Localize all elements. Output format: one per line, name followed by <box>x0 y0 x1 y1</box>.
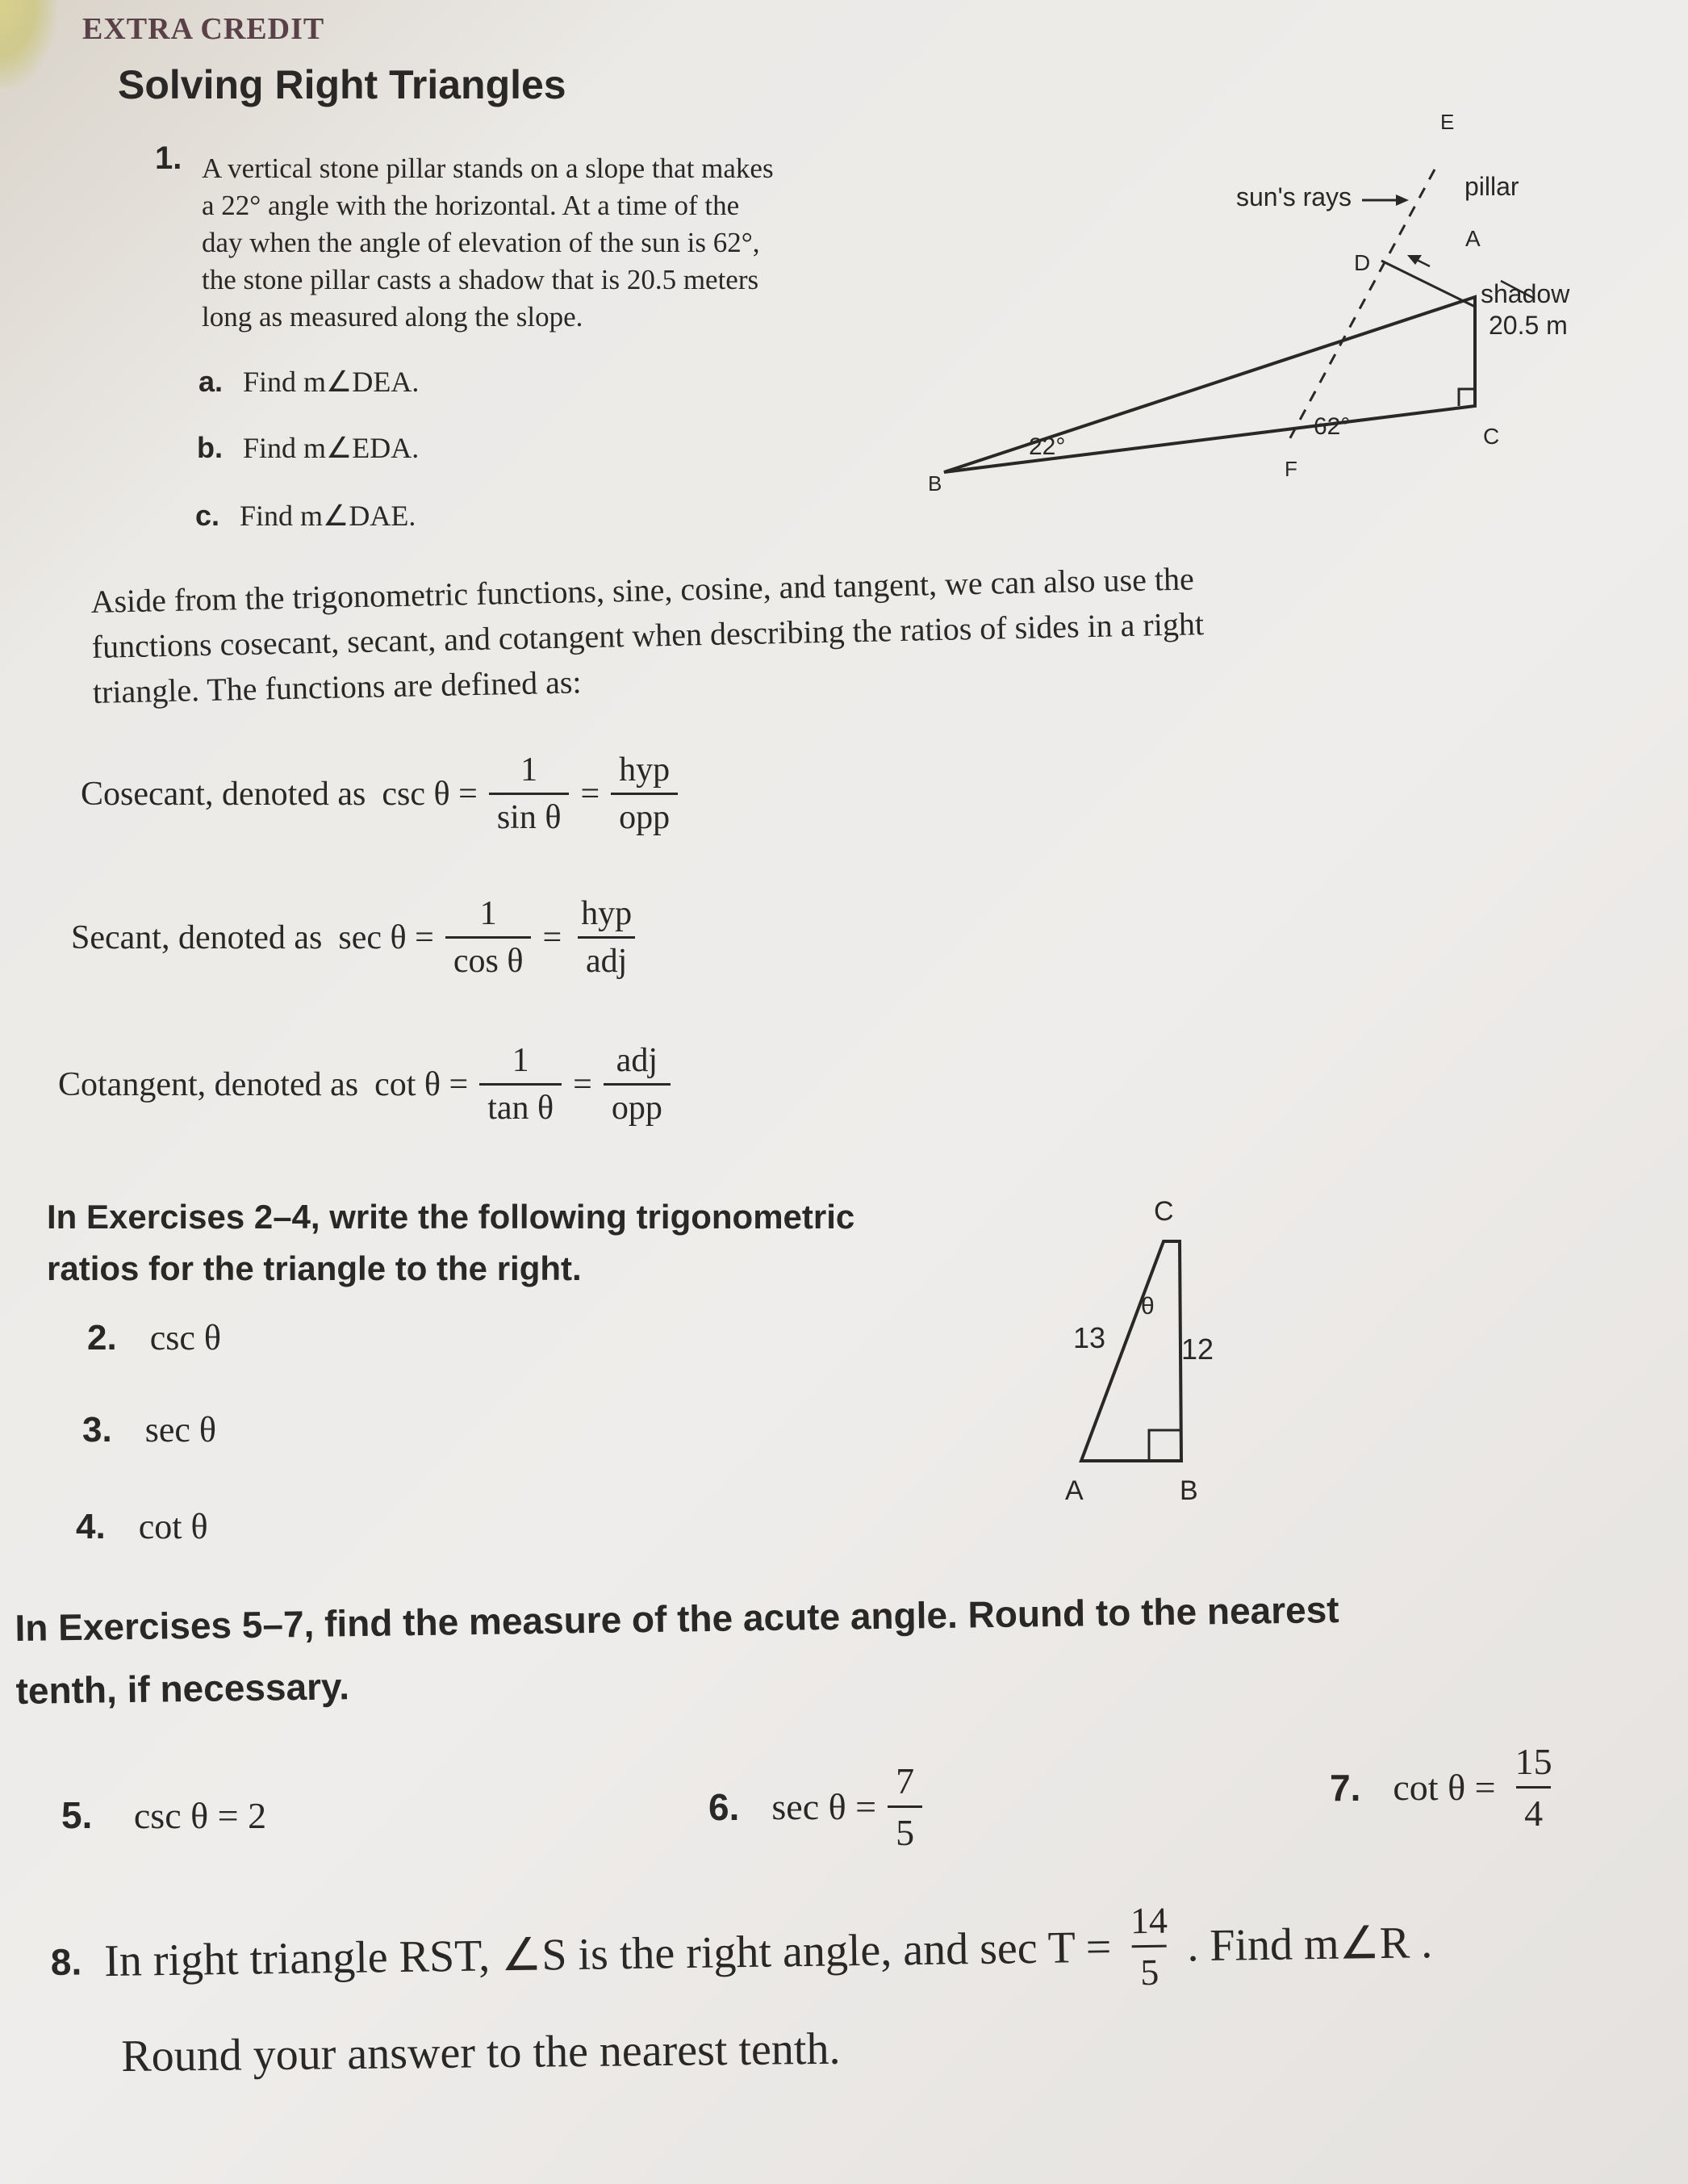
secant-definition: Secant, denoted as sec θ = $\frac{1}{\text{cos θ}}$ = hyp adj <box>71 894 651 981</box>
exercises-5-7-heading <box>15 1578 1340 1722</box>
definition-lead: Cosecant, denoted as <box>81 775 366 813</box>
triangle-abc-diagram <box>1049 1186 1259 1509</box>
exercise-number: 6. <box>708 1785 740 1828</box>
pillar-diagram <box>920 105 1630 525</box>
exercise-number: 3. <box>82 1410 112 1450</box>
exercise-7 <box>1330 1740 1572 1835</box>
exercise-8-line-2: Round your answer to the nearest tenth. <box>121 2023 841 2081</box>
exercise-5 <box>61 1793 266 1837</box>
exercise-number: 7. <box>1330 1766 1361 1809</box>
fraction-numerator: 14 <box>1130 1899 1168 1942</box>
label-theta: θ <box>1141 1293 1155 1320</box>
ratio-fraction <box>573 894 640 981</box>
intro-paragraph <box>90 556 1205 715</box>
heading-line: ratios for the triangle to the right. <box>47 1249 582 1287</box>
exercise-2 <box>87 1317 221 1358</box>
exercise-number: 5. <box>61 1794 93 1836</box>
cosecant-definition: Cosecant, denoted as csc θ = $\frac{1}{\text{sin θ}}$ = hyp opp <box>81 751 689 837</box>
label-b: B <box>1180 1475 1198 1506</box>
fraction-numerator: 1 <box>479 895 497 932</box>
exercise-expression: sec θ = <box>771 1786 877 1827</box>
heading-line: In Exercises 5–7, find the measure of the acute angle. Round to the nearest <box>15 1588 1339 1649</box>
slope-triangle <box>944 297 1475 472</box>
right-angle-mark <box>1149 1430 1181 1461</box>
exercise-text: . Find m∠R . <box>1186 1918 1433 1972</box>
fraction-denominator: adj <box>578 936 635 981</box>
problem-1-line: the stone pillar casts a shadow that is 20.5 meters <box>202 264 759 295</box>
label-f: F <box>1285 457 1297 481</box>
arrow-head-icon <box>1396 195 1409 206</box>
fraction-denominator: 5 <box>888 1805 922 1854</box>
exercise-expression: csc θ = 2 <box>133 1795 267 1836</box>
problem-1-line: day when the angle of elevation of the sun is 62°, <box>202 227 760 258</box>
fraction-numerator: adj <box>616 1042 658 1079</box>
fraction-numerator: 1 <box>512 1042 529 1079</box>
label-angle-62: 62° <box>1314 413 1351 440</box>
fraction-denominator: opp <box>611 793 678 837</box>
fraction-denominator: 4 <box>1516 1786 1551 1835</box>
exercise-number: 4. <box>76 1507 106 1546</box>
fraction-numerator: 7 <box>896 1760 915 1801</box>
intro-line: triangle. The functions are defined as: <box>92 663 582 710</box>
problem-1a <box>198 365 419 399</box>
label-c: C <box>1483 424 1500 449</box>
extra-credit-badge: EXTRA CREDIT <box>82 12 325 46</box>
definition-lead: Cotangent, denoted as <box>58 1065 359 1103</box>
heading-line: In Exercises 2–4, write the following trigonometric <box>47 1198 855 1236</box>
label-d: D <box>1354 250 1371 275</box>
fraction <box>1507 1740 1561 1835</box>
exercise-expression: cot θ <box>138 1507 208 1546</box>
definition-fn: sec θ = <box>338 918 434 956</box>
part-text: Find m∠EDA. <box>243 432 420 464</box>
fraction <box>1122 1899 1177 1994</box>
fraction-denominator: opp <box>604 1083 671 1128</box>
label-leg-12: 12 <box>1181 1333 1214 1366</box>
reciprocal-fraction <box>479 1041 562 1128</box>
right-angle-mark <box>1459 389 1475 406</box>
problem-1-line: long as measured along the slope. <box>202 301 583 333</box>
fraction-denominator: 5 <box>1132 1945 1168 1994</box>
page-title: Solving Right Triangles <box>118 62 566 107</box>
fraction-denominator: tan θ <box>479 1083 562 1128</box>
fraction-denominator: sin θ <box>489 793 570 837</box>
exercises-2-4-heading <box>47 1191 854 1295</box>
label-angle-22: 22° <box>1029 433 1066 460</box>
problem-1-number: 1. <box>155 140 182 176</box>
intro-line: functions cosecant, secant, and cotangent when describing the ratios of sides in a right <box>91 605 1205 665</box>
part-label: a. <box>198 365 224 398</box>
exercise-3 <box>82 1409 216 1450</box>
label-shadow: shadow <box>1481 279 1570 308</box>
label-c: C <box>1154 1196 1174 1227</box>
part-text: Find m∠DEA. <box>243 366 420 398</box>
label-a: A <box>1465 226 1481 251</box>
fraction-numerator: hyp <box>619 751 671 789</box>
shadow-segment <box>1381 261 1475 307</box>
part-label: c. <box>195 499 220 532</box>
fraction-numerator: 15 <box>1515 1741 1552 1782</box>
reciprocal-fraction <box>489 751 570 837</box>
fraction-numerator: 1 <box>520 751 538 789</box>
definition-fn: cot θ = <box>374 1065 469 1103</box>
exercise-number: 2. <box>87 1318 117 1358</box>
exercise-expression: csc θ <box>149 1318 221 1358</box>
heading-line: tenth, if necessary. <box>15 1665 350 1712</box>
ratio-fraction <box>611 751 678 837</box>
definition-fn: csc θ = <box>382 775 478 813</box>
problem-1b <box>197 431 419 465</box>
problem-1-text <box>202 150 774 336</box>
problem-1c <box>195 499 416 533</box>
arrow-head-icon <box>1407 255 1422 265</box>
label-e: E <box>1440 110 1455 134</box>
label-hypotenuse-13: 13 <box>1073 1321 1106 1354</box>
part-text: Find m∠DAE. <box>240 500 416 532</box>
fraction-denominator: cos θ <box>445 936 532 981</box>
fraction <box>888 1759 922 1854</box>
exercise-expression: cot θ = <box>1393 1767 1496 1808</box>
label-a: A <box>1065 1475 1084 1506</box>
exercise-expression: sec θ <box>144 1410 216 1450</box>
definition-lead: Secant, denoted as <box>71 918 323 956</box>
label-shadow-length: 20.5 m <box>1489 311 1568 340</box>
fraction-numerator: hyp <box>581 895 633 932</box>
ratio-fraction <box>604 1041 671 1128</box>
exercise-8 <box>50 1895 1433 2009</box>
exercise-4 <box>76 1506 208 1547</box>
exercise-number: 8. <box>50 1939 82 1983</box>
exercise-6 <box>708 1759 934 1854</box>
exercise-text: In right triangle RST, ∠S is the right angle, and sec T = <box>103 1922 1112 1987</box>
intro-line: Aside from the trigonometric functions, sine, cosine, and tangent, we can also use the <box>90 560 1195 620</box>
yellow-corner <box>0 0 56 89</box>
label-suns-rays: sun's rays <box>1236 182 1352 211</box>
label-pillar: pillar <box>1464 172 1519 201</box>
problem-1-line: a 22° angle with the horizontal. At a time of the <box>202 190 740 221</box>
label-b: B <box>928 471 942 496</box>
reciprocal-fraction <box>445 894 532 981</box>
problem-1-line: A vertical stone pillar stands on a slope that makes <box>202 153 774 184</box>
cotangent-definition: Cotangent, denoted as cot θ = $\frac{1}{\text{tan θ}}$ = adj opp <box>58 1041 682 1128</box>
part-label: b. <box>197 431 223 464</box>
